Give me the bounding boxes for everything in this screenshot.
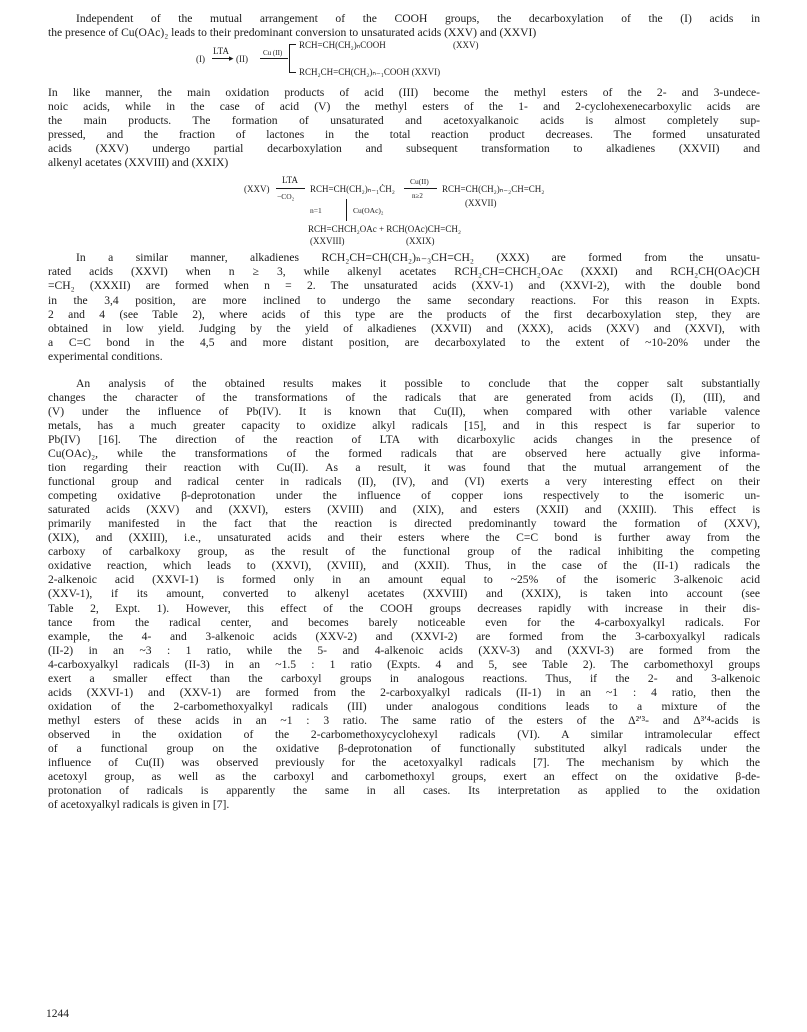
text-line: 2 and 4 (see Table 2), where acids of this type are the products of the first decarboxylation step, they are [48, 307, 760, 321]
text-line: changes the character of the transformations of the radicals that are generated from acids (I), (III), and [48, 390, 760, 404]
scheme2-middle: RCH=CH(CH₂)ₙ₋₁ĊH₂ [310, 184, 395, 195]
scheme1-arrow-2 [260, 58, 288, 59]
text-line: tance from the radical center, and becomes barely noticeable even for the 4-carboxyalkyl radicals. For [48, 615, 760, 629]
scheme2-n1: n=1 [310, 206, 322, 216]
text-line: An analysis of the obtained results makes it possible to conclude that the copper salt substantially [76, 376, 760, 390]
scheme1-bottom-product: RCH₂CH=CH(CH₂)ₙ₋₁COOH (XXVI) [299, 67, 441, 78]
scheme1-i: (I) [196, 54, 205, 65]
text-line: (XIX), and (XXIII), i.e., unsaturated acids and their esters where the C=C bond is further away from the [48, 531, 760, 545]
text-line: oxidative reaction, which leads to (XXVI), (XVIII), and (XXII). Thus, in the case of the (II-1) radicals the [48, 559, 760, 573]
scheme2-arrow-1 [276, 188, 305, 189]
text-line: Cu(OAc)₂, while the transformations of the formed radicals that are observed here actually give informa- [48, 446, 760, 460]
text-line: (V) under the influence of Pb(IV). It is known that Cu(II), when compared with other variable valence [48, 404, 760, 418]
scheme2-co2: −CO₂ [277, 192, 295, 202]
text-line: pressed, and the fraction of lactones in the total reaction product decreases. The formed unsaturated [48, 128, 760, 142]
text-line: acids (XXV) undergo partial decarboxylation and subsequent transformation to alkadienes (XXVII) and [48, 142, 760, 156]
text-line: primarily manifested in the fact that the reaction is directed predominantly toward the formation of (XXV), [48, 517, 760, 531]
text-line: acids (XXVI-1) and (XXV-1) are formed from the 2-carboxyalkyl radicals (II-1) in an ~1 : 4 ratio, then the [48, 685, 760, 699]
scheme2-lta: LTA [282, 175, 298, 186]
text-line: alkenyl acetates (XXVIII) and (XXIX) [48, 156, 229, 170]
scheme1-bracket [289, 44, 290, 73]
scheme1-top-label: (XXV) [453, 40, 479, 51]
paragraph-4 [48, 377, 760, 812]
text-line: influence of Cu(II) was observed previously for the acetoxyalkyl radicals [7]. The mechanism by which the [48, 756, 760, 770]
text-line: functional group and radical center in radicals (II), (IV), and (VI) exerts a very interesting effect on their [48, 475, 760, 489]
text-line: =CH₂ (XXXII) are formed when n = 2. The unsaturated acids (XXV-1) and (XXVI-2), with the double bond [48, 279, 760, 293]
scheme2-arrow-down [346, 199, 347, 221]
text-line: experimental conditions. [48, 349, 163, 363]
text-line: rated acids (XXVI) when n ≥ 3, while alkenyl acetates RCH₂CH=CHCH₂OAc (XXXI) and RCH₂CH(OAc)CH [48, 265, 760, 279]
scheme2-cuoac: Cu(OAc)₂ [353, 206, 384, 216]
text-line: acetoxyl group, as well as the carboxyl and carbomethoxyl groups, exert an effect on the oxidative β-de- [48, 770, 760, 784]
text-line: the main products. The formation of unsaturated and acetoxyalkanoic acids is almost completely sup- [48, 114, 760, 128]
text-line: carboxy of carbalkoxy group, as the result of the functional group of the radical inhibiting the competing [48, 545, 760, 559]
text-line: saturated acids (XXV) and (XXVI), esters (XVIII) and (XIX), and esters (XXII) and (XXIII). This effect is [48, 503, 760, 517]
scheme1-top-product: RCH=CH(CH₂)ₙCOOH [299, 40, 386, 51]
text-line: oxidation of the 2-carbomethoxyalkyl radicals (III) under analogous conditions leads to a mixture of the [48, 699, 760, 713]
text-line: Independent of the mutual arrangement of the COOH groups, the decarboxylation of the (I) acids in [76, 12, 760, 25]
text-line: noic acids, while in the case of acid (V) the methyl esters of the 1- and 2-cyclohexenecarboxylic acids are [48, 100, 760, 114]
paragraph-3 [48, 251, 760, 363]
reaction-scheme-1: (I) LTA ▸ (II) Cu (II) RCH=CH(CH₂)ₙCOOH (XXV) RCH₂CH=CH(CH₂)ₙ₋₁COOH (XXVI) [196, 40, 479, 78]
paragraph-2 [48, 86, 760, 170]
text-line: observed in the oxidation of the 2-carbomethoxycyclohexyl radicals (VI). A similar intramolecular effect [48, 727, 760, 741]
scheme2-right-label: (XXVII) [465, 198, 497, 209]
page-number: 1244 [46, 1008, 69, 1020]
scheme2-bottom: RCH=CHCH₂OAc + RCH(OAc)CH=CH₂ [308, 224, 462, 235]
text-line: 2-alkenoic acid (XXVI-1) is formed only in an amount equal to ~25% of the isomeric 3-alkenoic acid [48, 573, 760, 587]
text-line: of a functional group on the oxidative β-deprotonation of functionally substituted alkyl radicals under the [48, 741, 760, 755]
text-line: the presence of Cu(OAc)₂ leads to their predominant conversion to unsaturated acids (XXV) and (XXVI) [48, 26, 537, 40]
paragraph-intro [48, 12, 760, 40]
reaction-scheme-2 [48, 173, 760, 249]
text-line: tion regarding their reaction with Cu(II). As a result, it was found that the mutual arrangement of the [48, 461, 760, 475]
text-line: Pb(IV) [16]. The direction of the reaction of LTA with dicarboxylic acids changes in the presence of [48, 432, 760, 446]
text-line: metals, has a much greater capacity to oxidize alkyl radicals [15], and in this respect is far superior to [48, 418, 760, 432]
text-line: (XXV-1), if its amount, converted to alkenyl acetates (XXVIII) and (XXIX), is taken into account (see [48, 587, 760, 601]
scheme2-cu: Cu(II) [410, 177, 429, 187]
scheme1-ii: (II) [236, 54, 248, 65]
text-line: methyl esters of these acids in an ~1 : 3 ratio. The same ratio of the esters of the Δ²ʹ³- and Δ³ʹ⁴-acids is [48, 713, 760, 727]
text-line: In like manner, the main oxidation products of acid (III) become the methyl esters of the 2- and 3-undece- [48, 86, 760, 100]
text-line: protonation of radicals is apparently the same in all cases. Its interpretation as applied to the oxidation [48, 784, 760, 798]
text-line: example, the 4- and 3-alkenoic acids (XXV-2) and (XXVI-2) are formed from the 3-carboxyalkyl radicals [48, 629, 760, 643]
scheme2-right: RCH=CH(CH₂)ₙ₋₂CH=CH₂ [442, 184, 545, 195]
text-line: competing oxidative β-deprotonation under the influence of copper ions respectively to the isomeric un- [48, 489, 760, 503]
text-line: Table 2, Expt. 1). However, this effect of the COOH groups decreases rapidly with increase in their dis- [48, 601, 760, 615]
text-line: In a similar manner, alkadienes RCH₂CH=CH(CH₂)ₙ₋₃CH=CH₂ (XXX) are formed from the unsatu- [76, 251, 760, 265]
text-line: obtained in low yield. Judging by the yield of alkadienes (XXVII) and (XXX), acids (XXV) and (XXVI), with [48, 321, 760, 335]
document-page [48, 12, 760, 812]
text-line: (II-2) in an ~3 : 1 ratio, while the 5- and 4-alkenoic acids (XXV-3) and (XXVI-3) are formed from the [48, 643, 760, 657]
text-line: exert a smaller effect than the carboxyl groups in analogous reactions. Thus, if the 2- and 3-alkenoic [48, 671, 760, 685]
scheme2-label-a: (XXVIII) [310, 236, 345, 247]
scheme2-xxv: (XXV) [244, 184, 270, 195]
scheme1-cu: Cu (II) [263, 49, 283, 58]
scheme2-label-b: (XXIX) [406, 236, 435, 247]
text-line: in the 3,4 position, are more inclined to undergo the same secondary reactions. For this reason in Expts. [48, 293, 760, 307]
scheme1-lta: LTA [213, 46, 229, 57]
text-line: a C=C bond in the 4,5 and more distant position, are decarboxylated to the extent of ~10-20% under the [48, 335, 760, 349]
scheme2-cond: n≥2 [412, 192, 423, 201]
scheme2-arrow-2 [404, 188, 437, 189]
text-line: 4-carboxyalkyl radicals (II-3) in an ~1.5 : 1 ratio (Expts. 4 and 5, see Table 2). The carbomethoxyl groups [48, 657, 760, 671]
text-line: of acetoxyalkyl radicals is given in [7]. [48, 798, 230, 812]
